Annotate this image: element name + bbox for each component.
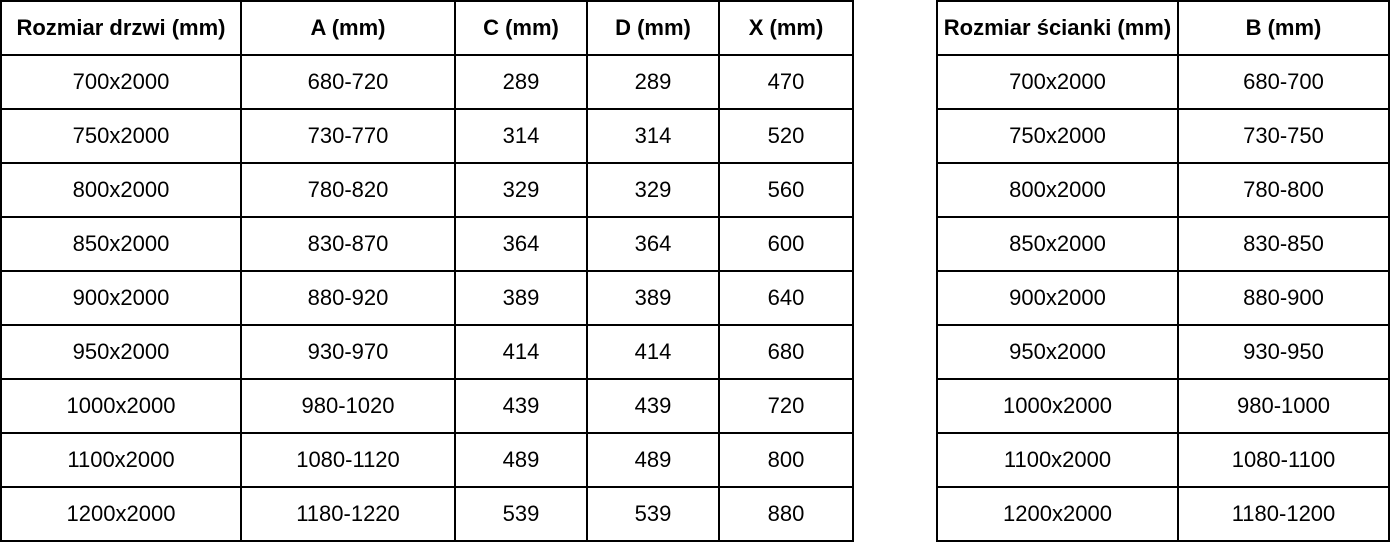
table-cell: 780-800 (1178, 163, 1389, 217)
table-cell: 730-770 (241, 109, 455, 163)
table-cell: 800x2000 (1, 163, 241, 217)
table-row (937, 163, 1389, 217)
table-cell: 364 (455, 217, 587, 271)
table-cell: 539 (455, 487, 587, 541)
table-row (937, 217, 1389, 271)
table-cell: 700x2000 (937, 55, 1178, 109)
table-cell: 700x2000 (1, 55, 241, 109)
table-row (937, 55, 1389, 109)
table-cell: 880 (719, 487, 853, 541)
table-cell: 560 (719, 163, 853, 217)
table-cell: 329 (587, 163, 719, 217)
column-header: B (mm) (1178, 1, 1389, 55)
table-cell: 1180-1200 (1178, 487, 1389, 541)
table-cell: 414 (587, 325, 719, 379)
table-cell: 1100x2000 (1, 433, 241, 487)
table-cell: 800 (719, 433, 853, 487)
table-cell: 930-950 (1178, 325, 1389, 379)
table-cell: 980-1000 (1178, 379, 1389, 433)
table-row (1, 217, 853, 271)
table-cell: 489 (587, 433, 719, 487)
table-row (1, 433, 853, 487)
table-row (937, 433, 1389, 487)
table-row (1, 163, 853, 217)
table-cell: 750x2000 (1, 109, 241, 163)
table-cell: 439 (587, 379, 719, 433)
door-table-head (1, 1, 853, 55)
table-cell: 470 (719, 55, 853, 109)
table-cell: 389 (587, 271, 719, 325)
table-cell: 1100x2000 (937, 433, 1178, 487)
table-cell: 439 (455, 379, 587, 433)
table-cell: 880-920 (241, 271, 455, 325)
table-cell: 900x2000 (937, 271, 1178, 325)
table-row (937, 487, 1389, 541)
table-cell: 539 (587, 487, 719, 541)
table-row (1, 271, 853, 325)
table-cell: 314 (455, 109, 587, 163)
wall-dimensions-table (936, 0, 1390, 542)
header-row (937, 1, 1389, 55)
table-cell: 980-1020 (241, 379, 455, 433)
table-row (937, 271, 1389, 325)
table-cell: 680 (719, 325, 853, 379)
table-cell: 780-820 (241, 163, 455, 217)
table-cell: 730-750 (1178, 109, 1389, 163)
table-cell: 314 (587, 109, 719, 163)
table-cell: 720 (719, 379, 853, 433)
column-header: Rozmiar drzwi (mm) (1, 1, 241, 55)
table-cell: 750x2000 (937, 109, 1178, 163)
table-cell: 800x2000 (937, 163, 1178, 217)
table-cell: 900x2000 (1, 271, 241, 325)
table-cell: 680-720 (241, 55, 455, 109)
column-header: Rozmiar ścianki (mm) (937, 1, 1178, 55)
table-cell: 289 (455, 55, 587, 109)
table-cell: 289 (587, 55, 719, 109)
table-cell: 389 (455, 271, 587, 325)
table-row (1, 379, 853, 433)
table-cell: 950x2000 (1, 325, 241, 379)
table-cell: 640 (719, 271, 853, 325)
door-table-body (1, 55, 853, 541)
table-cell: 850x2000 (937, 217, 1178, 271)
table-cell: 1000x2000 (937, 379, 1178, 433)
table-row (1, 487, 853, 541)
table-row (937, 325, 1389, 379)
column-header: A (mm) (241, 1, 455, 55)
table-row (937, 379, 1389, 433)
table-row (1, 55, 853, 109)
table-cell: 329 (455, 163, 587, 217)
table-cell: 950x2000 (937, 325, 1178, 379)
table-cell: 850x2000 (1, 217, 241, 271)
table-cell: 364 (587, 217, 719, 271)
table-cell: 830-870 (241, 217, 455, 271)
table-cell: 1180-1220 (241, 487, 455, 541)
table-cell: 880-900 (1178, 271, 1389, 325)
table-cell: 600 (719, 217, 853, 271)
column-header: D (mm) (587, 1, 719, 55)
table-cell: 520 (719, 109, 853, 163)
wall-table-head (937, 1, 1389, 55)
table-cell: 1080-1100 (1178, 433, 1389, 487)
table-row (1, 109, 853, 163)
wall-table-body (937, 55, 1389, 541)
table-row (1, 325, 853, 379)
table-cell: 680-700 (1178, 55, 1389, 109)
header-row (1, 1, 853, 55)
table-cell: 1000x2000 (1, 379, 241, 433)
table-cell: 489 (455, 433, 587, 487)
table-cell: 1200x2000 (1, 487, 241, 541)
table-row (937, 109, 1389, 163)
column-header: X (mm) (719, 1, 853, 55)
table-cell: 830-850 (1178, 217, 1389, 271)
table-cell: 1200x2000 (937, 487, 1178, 541)
table-cell: 1080-1120 (241, 433, 455, 487)
column-header: C (mm) (455, 1, 587, 55)
table-cell: 414 (455, 325, 587, 379)
table-cell: 930-970 (241, 325, 455, 379)
